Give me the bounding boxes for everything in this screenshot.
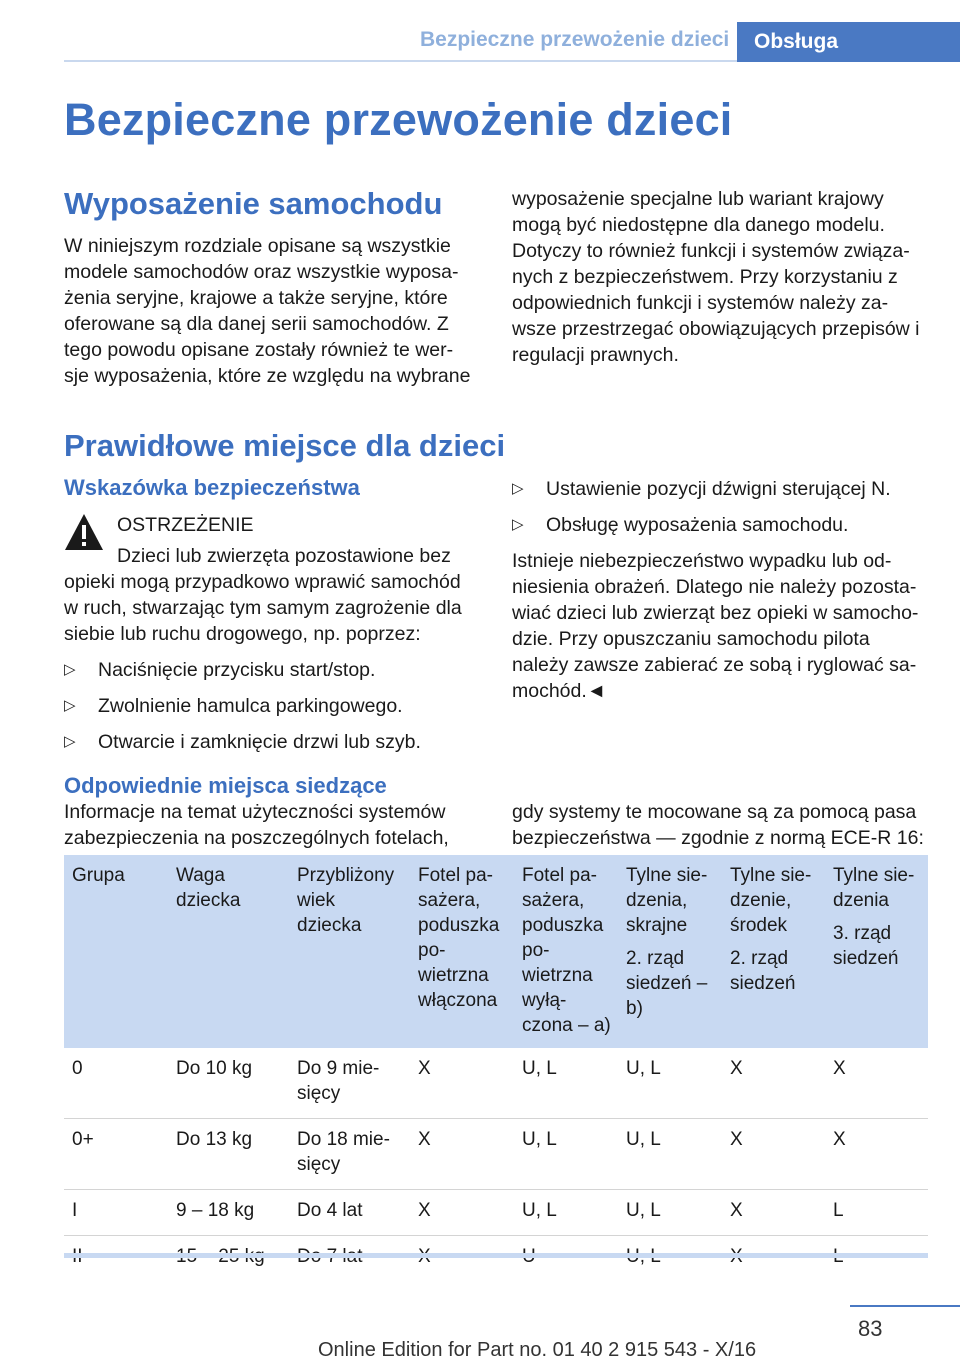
list-item-text: Obsługę wyposażenia samochodu.	[546, 514, 849, 536]
cell-line: X	[730, 1058, 743, 1079]
table-cell	[825, 1119, 928, 1190]
equipment-text-right	[512, 186, 942, 368]
table-cell	[64, 1190, 168, 1236]
warning-bullet-list-right	[512, 476, 942, 538]
cell-line: siedzeń –	[626, 973, 708, 994]
text-line: tego powodu opisane zostały również te wer-	[64, 339, 454, 361]
header-chapter-tab: Obsługa	[737, 22, 960, 62]
cell-line: 2. rząd	[626, 948, 685, 969]
text-line: w ruch, stwarzając tym samym zagrożenie dla	[64, 597, 462, 619]
cell-line: poduszka	[418, 915, 500, 936]
cell-line: Do 10 kg	[176, 1058, 253, 1079]
cell-line: X	[418, 1058, 431, 1079]
text-line: Informacje na temat użyteczności systemów	[64, 801, 446, 823]
warning-first-line: Dzieci lub zwierzęta pozostawione bez	[117, 545, 451, 567]
cell-line: dzenie,	[730, 890, 792, 911]
column-header	[64, 855, 168, 1048]
table-cell	[64, 1236, 168, 1282]
cell-line: dzenia,	[626, 890, 688, 911]
equipment-heading: Wyposażenie samochodu	[64, 186, 443, 221]
table-cell	[410, 1048, 514, 1119]
cell-line: U, L	[626, 1058, 661, 1079]
cell-line: siedzeń	[730, 973, 796, 994]
bullet-triangle-icon: ▷	[64, 661, 76, 678]
text-line: oferowane są dla danej serii samochodów. Z	[64, 313, 449, 335]
text-line: regulacji prawnych.	[512, 344, 679, 366]
column-header	[618, 855, 722, 1048]
cell-line: wiek	[297, 890, 336, 911]
cell-line: Fotel pa-	[522, 865, 597, 886]
text-line: mogą być niedostępne dla danego modelu.	[512, 214, 885, 236]
cell-line: U, L	[522, 1200, 557, 1221]
table-cell	[289, 1119, 410, 1190]
cell-line: X	[730, 1129, 743, 1150]
text-line: sje wyposażenia, które ze względu na wybrane	[64, 365, 471, 387]
cell-line: sięcy	[297, 1154, 341, 1175]
cell-line: wietrzna	[522, 965, 593, 986]
cell-line: Fotel pa-	[418, 865, 493, 886]
list-item	[512, 476, 942, 502]
cell-line: 9 – 18 kg	[176, 1200, 255, 1221]
seats-heading: Odpowiednie miejsca siedzące	[64, 773, 387, 798]
column-header	[722, 855, 825, 1048]
cell-line: Tylne sie-	[730, 865, 812, 886]
text-line: wsze przestrzegać obowiązujących przepisów i	[512, 318, 920, 340]
table-cell	[410, 1236, 514, 1282]
table-cell	[514, 1190, 618, 1236]
cell-line: X	[730, 1200, 743, 1221]
text-line: W niniejszym rozdziale opisane są wszystkie	[64, 235, 451, 257]
table-cell	[289, 1048, 410, 1119]
cell-line: Do 9 mie-	[297, 1058, 380, 1079]
text-line: Dotyczy to również funkcji i systemów związa-	[512, 240, 910, 262]
table-cell	[825, 1048, 928, 1119]
table-header-row	[64, 855, 928, 1048]
list-item-text: Zwolnienie hamulca parkingowego.	[98, 695, 403, 717]
column-header	[514, 855, 618, 1048]
table-cell	[168, 1048, 289, 1119]
page-number: 83	[858, 1316, 883, 1341]
table-cell	[410, 1190, 514, 1236]
cell-line: X	[833, 1058, 846, 1079]
list-item	[64, 729, 484, 755]
table-row	[64, 1048, 928, 1119]
text-line: mochód.◄	[512, 680, 607, 702]
warning-triangle-icon	[64, 512, 104, 552]
table-cell	[514, 1048, 618, 1119]
table-cell	[289, 1190, 410, 1236]
cell-line: X	[418, 1200, 431, 1221]
table-row	[64, 1190, 928, 1236]
table-cell	[722, 1048, 825, 1119]
table-cell	[618, 1048, 722, 1119]
text-line: należy zawsze zabierać ze sobą i ryglować sa-	[512, 654, 917, 676]
list-item-text: Ustawienie pozycji dźwigni sterującej N.	[546, 478, 891, 500]
cell-line: Do 13 kg	[176, 1129, 253, 1150]
table-cell	[64, 1048, 168, 1119]
list-item	[64, 657, 484, 683]
text-line: dzie. Przy opuszczaniu samochodu pilota	[512, 628, 870, 650]
table-cell	[722, 1119, 825, 1190]
cell-line: po-	[418, 940, 446, 961]
table-cell	[618, 1190, 722, 1236]
cell-line: Do 18 mie-	[297, 1129, 390, 1150]
safety-note-heading: Wskazówka bezpieczeństwa	[64, 475, 360, 500]
cell-line: 2. rząd	[730, 948, 789, 969]
cell-line: b)	[626, 998, 643, 1019]
seats-text-left	[64, 799, 494, 851]
warning-bullet-list	[64, 657, 484, 755]
cell-line: U, L	[626, 1129, 661, 1150]
cell-line: sażera,	[522, 890, 585, 911]
text-line: opieki mogą przypadkowo wprawić samochód	[64, 571, 461, 593]
text-line: zabezpieczenia na poszczególnych fotelach,	[64, 827, 449, 849]
child-seat-table	[64, 855, 928, 1281]
table-cell	[168, 1236, 289, 1282]
table-cell	[825, 1236, 928, 1282]
table-row	[64, 1119, 928, 1190]
table-cell	[64, 1119, 168, 1190]
bullet-triangle-icon: ▷	[512, 480, 524, 497]
cell-line: Tylne sie-	[833, 865, 915, 886]
list-item	[64, 693, 484, 719]
cell-line: wyłą-	[522, 990, 567, 1011]
cell-line: Przybliżony	[297, 865, 395, 886]
equipment-text-left	[64, 233, 484, 389]
cell-line: siedzeń	[833, 948, 899, 969]
text-line: bezpieczeństwa — zgodnie z normą ECE-R 16:	[512, 827, 924, 849]
cell-line: środek	[730, 915, 788, 936]
table-cell	[514, 1236, 618, 1282]
page-title: Bezpieczne przewożenie dzieci	[64, 94, 733, 145]
text-line: siebie lub ruchu drogowego, np. poprzez:	[64, 623, 421, 645]
column-header	[289, 855, 410, 1048]
warning-text-right	[512, 466, 942, 704]
column-header	[168, 855, 289, 1048]
table-cell	[514, 1119, 618, 1190]
cell-line: U, L	[626, 1200, 661, 1221]
cell-line: 3. rząd	[833, 923, 892, 944]
text-line: niesienia obrażeń. Dlatego nie należy pozosta-	[512, 576, 917, 598]
cell-line: czona – a)	[522, 1015, 611, 1036]
cell-line: dzenia	[833, 890, 889, 911]
cell-line: skrajne	[626, 915, 688, 936]
warning-label: OSTRZEŻENIE	[117, 514, 254, 536]
table-cell	[618, 1236, 722, 1282]
text-line: odpowiednich funkcji i systemów należy za-	[512, 292, 889, 314]
cell-line: U, L	[522, 1058, 557, 1079]
cell-line: wietrzna	[418, 965, 489, 986]
column-header	[825, 855, 928, 1048]
bullet-triangle-icon: ▷	[512, 516, 524, 533]
table-cell	[825, 1190, 928, 1236]
table-cell	[410, 1119, 514, 1190]
footer-rule	[850, 1305, 960, 1307]
cell-line: X	[418, 1129, 431, 1150]
cell-line: X	[833, 1129, 846, 1150]
cell-line: po-	[522, 940, 550, 961]
cell-line: 0	[72, 1058, 83, 1079]
header-section-title: Bezpieczne przewożenie dzieci	[420, 28, 730, 51]
bullet-triangle-icon: ▷	[64, 697, 76, 714]
table-cell	[168, 1119, 289, 1190]
cell-line: Tylne sie-	[626, 865, 708, 886]
cell-line: U, L	[522, 1129, 557, 1150]
warning-text	[64, 569, 484, 755]
cell-line: 0+	[72, 1129, 94, 1150]
text-line: modele samochodów oraz wszystkie wyposa-	[64, 261, 459, 283]
table-cell	[289, 1236, 410, 1282]
text-line: wiać dzieci lub zwierząt bez opieki w samocho-	[512, 602, 919, 624]
text-line: Istnieje niebezpieczeństwo wypadku lub od-	[512, 550, 892, 572]
cell-line: I	[72, 1200, 78, 1221]
cell-line: dziecka	[297, 915, 362, 936]
cell-line: poduszka	[522, 915, 604, 936]
edition-note: Online Edition for Part no. 01 40 2 915 543 - X/16	[318, 1339, 757, 1361]
cell-line: sażera,	[418, 890, 481, 911]
cell-line: L	[833, 1200, 844, 1221]
table-cell	[722, 1236, 825, 1282]
cell-line: Do 4 lat	[297, 1200, 363, 1221]
column-header	[410, 855, 514, 1048]
table-cell	[168, 1190, 289, 1236]
list-item	[512, 512, 942, 538]
cell-line: Waga	[176, 865, 225, 886]
cell-line: Grupa	[72, 865, 125, 886]
text-line: gdy systemy te mocowane są za pomocą pasa	[512, 801, 917, 823]
table-cell	[618, 1119, 722, 1190]
text-line: żenia seryjne, krajowe a także seryjne, które	[64, 287, 448, 309]
list-item-text: Naciśnięcie przycisku start/stop.	[98, 659, 376, 681]
table-cell	[722, 1190, 825, 1236]
cell-line: sięcy	[297, 1083, 341, 1104]
place-heading: Prawidłowe miejsce dla dzieci	[64, 428, 506, 463]
list-item-text: Otwarcie i zamknięcie drzwi lub szyb.	[98, 731, 421, 753]
cell-line: włączona	[418, 990, 498, 1011]
table-row	[64, 1236, 928, 1282]
text-line: wyposażenie specjalne lub wariant krajowy	[512, 188, 884, 210]
table-bottom-rule	[64, 1253, 928, 1258]
text-line: nych z bezpieczeństwem. Przy korzystaniu z	[512, 266, 898, 288]
cell-line: dziecka	[176, 890, 241, 911]
bullet-triangle-icon: ▷	[64, 733, 76, 750]
seats-text-right	[512, 799, 942, 851]
